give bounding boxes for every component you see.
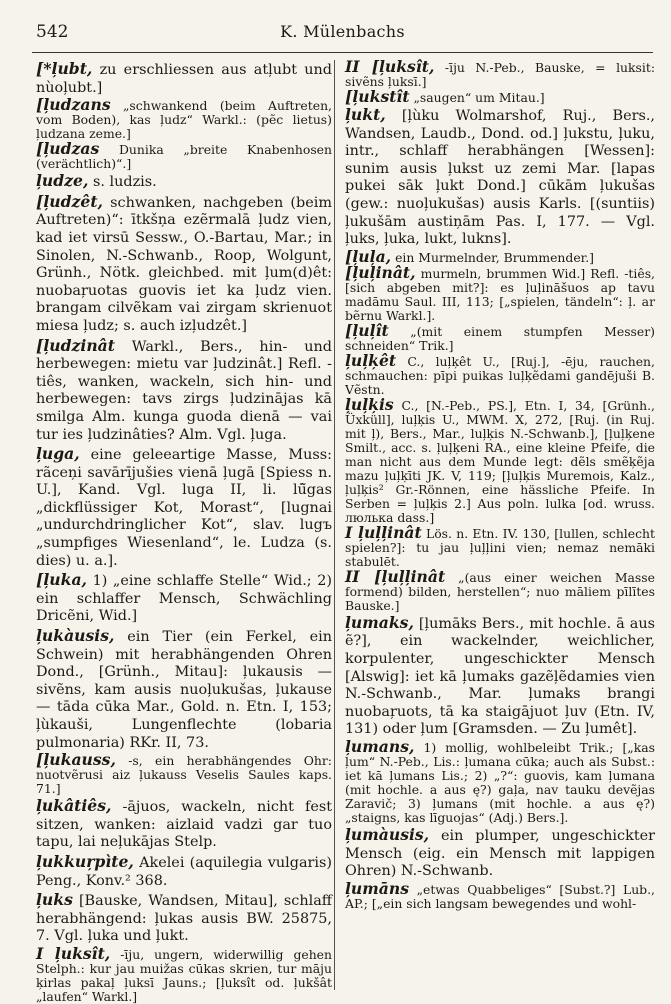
entry-text: Akelei (aquilegia vulgaris) Peng., Konv.² 368. <box>36 854 333 889</box>
entry-text: C., [N.-Peb., PS.], Etn. I, 34, [Grünh., Üxküll], luļķis U., MWM. X, 272, [Ruj. (in Ruj. mit ļ), Bers., Mar., luļķis N.-Schwanb.], [ļuļķene Smilt., acc. s. ļuļķeni RA., eine kleine Pfeife, die man nicht aus dem Munde legt: dẽls smẽķẽja mazu ļuļķīti JK. V, 119; [ļuļķis Muremois, Kalz., ļuļķis² Gr.-Rönnen, eine hässliche Pfeife. In Serben = ļuļķis 2.] Aus poln. lulka [od. wruss. люлька dass.] <box>345 397 655 525</box>
entry-text: schwanken, nachgeben (beim Auftreten)“: ītkšņa ezẽrmalā ļudz vien, kad iet virsū Sessw., O.-Bartau, Mar.; in Sinolen, N.-Schwanb., Roop, Wolgunt, Grünh., Nötk. gleichbed. mit ļum(d)êt: nuobaŗuotas guovis iet ka ļudz vien. brangam cilvẽkam vai zirgam skrienuot miesa ļudz; s. auch izļudzêt.] <box>36 194 332 334</box>
entry-lemma: ļumàusis, <box>345 824 430 844</box>
dictionary-entry <box>36 193 332 336</box>
entry-text: „etwas Quabbeliges“ [Subst.?] Lub., AP.; [„ein sich langsam bewegendes und wohl- <box>345 881 655 911</box>
entry-lemma: ļukàusis, <box>36 626 115 646</box>
dictionary-entry <box>36 139 332 172</box>
entry-text: ein plumper, ungeschickter Mensch (eig. ein Mensch mit lappigen Ohren) N.-Schwanb. <box>345 827 655 880</box>
dictionary-entry <box>36 627 332 752</box>
entry-lemma: ļumāns <box>345 878 409 898</box>
entry-text: 1) mollig, wohlbeleibt Trik.; [„kas ļum“ N.-Peb., Lis.: ļumana cūka; auch als Subst.: iet kā ļumans Lis.; 2) „?“: guovis, kam ļumana (mit hochle. a aus ę?) gaļa, nav tauku devẽjas Zaravič; 3) ļumans (mit hochle. a aus ę?) „staigns, kas līguojas“ (Adj.) Bers.]. <box>345 739 655 825</box>
entry-lemma: [ļuļît <box>345 320 389 340</box>
running-head: K. Mülenbachs <box>280 22 405 41</box>
dictionary-entry <box>345 614 655 739</box>
header-rule <box>32 52 653 53</box>
entry-lemma: ļuļķis <box>345 394 394 414</box>
entry-text: -īju, ungern, widerwillig gehen Stelph.: kur jau muižas cūkas skrien, tur māju ķirlas pakaļ ļuksī Jauns.; [ļuksît od. ļukšât „laufen“ Warkl.] <box>36 946 332 1004</box>
entry-text: „saugen“ um Mitau.] <box>413 90 545 105</box>
dictionary-entry <box>345 262 655 323</box>
entry-text: -īju N.-Peb., Bauske, = luksit: sivẽns ļuksī.] <box>345 60 655 89</box>
entry-text: zu erschliessen aus atļubt und nùoļubt.] <box>36 62 332 96</box>
dictionary-entry <box>36 445 332 570</box>
dictionary-entry <box>345 522 655 569</box>
entry-text: -s, ein herabhängendes Ohr: nuotvẽrusi aiz ļukauss Veselis Saules kaps. 71.] <box>36 753 332 797</box>
entry-lemma: I ļuļļinât <box>345 522 422 542</box>
entry-lemma: II [ļuksît, <box>345 57 435 76</box>
entry-lemma: ļuga, <box>36 444 80 464</box>
entry-lemma: ļuļķêt <box>345 350 397 370</box>
dictionary-entry <box>345 320 655 353</box>
entry-lemma: ļumans, <box>345 736 415 756</box>
entry-text: Warkl., Bers., hin- und herbewegen: mietu var ļudzinât.] Refl. -tiês, wanken, wackeln, sich hin- und herbewegen: tavs zirgs ļudzinājas kā smilga Alm. kunga guoda dienā — vai tur ies ļudzinâties? Alm. Vgl. ļuga. <box>36 338 332 443</box>
entry-lemma: I ļuksît, <box>36 943 111 963</box>
dictionary-entry <box>36 797 332 852</box>
dictionary-entry <box>36 172 332 192</box>
dictionary-entry <box>345 350 655 397</box>
entry-lemma: [ļukauss, <box>36 750 116 770</box>
entry-text: C., luļķêt U., [Ruj.], -ēju, rauchen, schmauchen: pīpi puikas luļķẽdami gandējuši B. Vẽstn. <box>345 353 655 397</box>
dictionary-entry <box>345 57 655 89</box>
entry-lemma: ļukkuŗpìte, <box>36 851 134 871</box>
right-column <box>345 57 655 992</box>
entry-text: „(aus einer weichen Masse formend) bilden, herstellen“; nuo māliem pīlītes Bauske.] <box>345 569 655 613</box>
entry-lemma: [ļuka, <box>36 570 87 590</box>
entry-text: -ājuos, wackeln, nicht fest sitzen, wanken: aizlaid vadzi gar tuo tapu, lai neļukājas Stelp. <box>36 799 333 851</box>
entry-lemma: ļuks <box>36 890 73 910</box>
dictionary-entry <box>36 750 332 797</box>
entry-lemma: [ļudzinât <box>36 335 115 355</box>
entry-text: eine geleeartige Masse, Muss: rãceņi savārījušies vienā ļugā [Spiess n. U.], Kand. Vgl. luga II, li. lū̃gas „dickflüssiger Kot, Morast“, [lugnai „undurchdringlicher Kot“, slav. lugъ „sumpfiges Wiesenland“, le. Ludza (s. dies) u. a.]. <box>36 447 333 569</box>
left-column <box>36 59 333 1004</box>
column-divider <box>334 60 335 990</box>
entry-lemma: [ļuļa, <box>345 246 392 266</box>
entry-text: murmeln, brummen Wid.] Refl. -tiês, [sich abgeben mit?]: es ļuļināšuos ap tavu madāmu Saul. III, 113; [„spielen, tändeln“: ļ. ar bẽrnu Warkl.]. <box>345 265 655 323</box>
entry-text: [Bauske, Wandsen, Mitau], schlaff herabhängend: ļukas ausis BW. 25875, 7. Vgl. ļuka und ļukt. <box>36 893 333 945</box>
entry-lemma: ļudze, <box>36 171 89 191</box>
entry-lemma: [ļudzas <box>36 139 100 159</box>
entry-text: [ļumāks Bers., mit hochle. ā aus ẽ?], ein wackelnder, weichlicher, korpulenter, ungeschickter Mensch [Alswig]: iet kā ļumaks gazẽļẽdamies vien N.-Schwanb., Mar. ļumaks brangi nuobaŗuots, tā ka staigājuot ļuv (Etn. IV, 131) oder ļum [Gramsden. — Zu ļumêt]. <box>345 615 655 738</box>
page-header <box>36 22 649 48</box>
dictionary-entry <box>345 566 655 613</box>
dictionary-entry <box>36 943 332 1004</box>
entry-text: ein Tier (ein Ferkel, ein Schwein) mit herabhängenden Ohren Dond., [Grünh., Mitau]: ļukausis — sivẽns, kam ausis nuoļukušas, ļukause — tāda cūka Mar., Gold. n. Etn. I, 153; ļùkauši, Lungenflechte (lobaria pulmonaria) RKr. II, 73. <box>36 629 332 751</box>
entry-lemma: [ļudzans <box>36 95 111 115</box>
entry-lemma: [ļuļinât, <box>345 262 416 282</box>
dictionary-entry <box>345 736 655 825</box>
entry-text: ein Murmelnder, Brummender.] <box>395 249 595 265</box>
dictionary-entry <box>36 853 332 890</box>
entry-text: Dunika „breite Knabenhosen (verächtlich)“.] <box>36 142 332 172</box>
dictionary-entry <box>345 394 655 525</box>
entry-lemma: [*ļubt, <box>36 59 93 78</box>
entry-text: „schwankend (beim Auftreten, vom Boden), kas ļudz“ Warkl.: (pẽc lietus) ļudzana zeme.] <box>36 98 332 142</box>
entry-text: Lös. n. Etn. IV. 130, [lullen, schlecht spielen?]: tu jau ļuļļini vien; nemaz nemāki stabulēt. <box>345 525 655 569</box>
dictionary-entry <box>345 87 655 106</box>
entry-text: [ļùku Wolmarshof, Ruj., Bers., Wandsen, Laudb., Dond. od.] ļukstu, ļuku, intr., schlaff herabhängen [Wessen]: sunim ausis ļukst uz zemi Mar. [lapas pukei sāk ļukt Dond.] cūkām ļukušas (gew.: nuoļukušas) ausis Karls. [(suntiis) ļukušām austiņām Pas. I, 177. — Vgl. ļuks, ļuka, lukt, lukns]. <box>345 108 655 248</box>
entry-lemma: [ļudzêt, <box>36 191 103 211</box>
entry-lemma: II [ļuļļinât <box>345 566 446 586</box>
entry-lemma: ļukâtiês, <box>36 796 112 816</box>
dictionary-entry <box>36 60 332 97</box>
dictionary-entry <box>36 891 332 946</box>
entry-lemma: [ļukstît <box>345 87 410 106</box>
entry-text: „(mit einem stumpfen Messer) schneiden“ Trik.] <box>345 323 655 353</box>
dictionary-entry <box>36 571 332 626</box>
entry-lemma: ļukt, <box>345 105 386 124</box>
dictionary-entry <box>345 826 655 881</box>
page-number: 542 <box>36 22 69 42</box>
entry-text: 1) „eine schlaffe Stelle“ Wid.; 2) ein schlaffer Mensch, Schwächling Dricẽni, Wid.] <box>36 573 332 625</box>
dictionary-entry <box>36 337 332 445</box>
entry-lemma: ļumaks, <box>345 612 414 632</box>
dictionary-entry <box>36 95 332 142</box>
dictionary-entry <box>345 106 655 249</box>
dictionary-entry <box>345 878 655 911</box>
entry-text: s. ludzis. <box>92 174 157 191</box>
